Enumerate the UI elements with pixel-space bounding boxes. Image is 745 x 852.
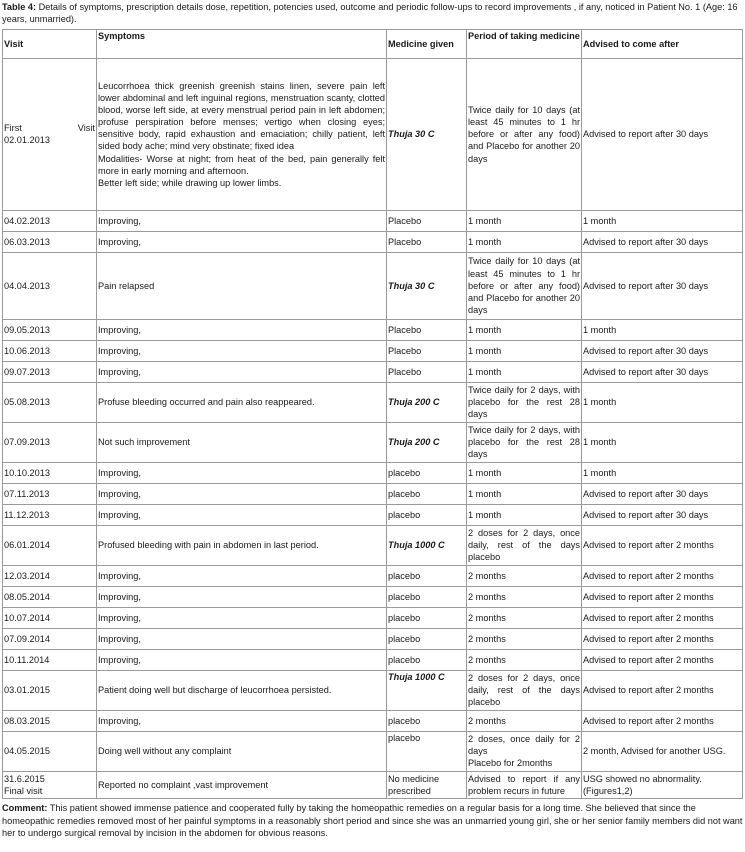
medicine-cell [387, 771, 467, 798]
advised-text: Advised to report after 2 months [583, 540, 714, 551]
advised-cell [582, 252, 743, 319]
medicine-text: Thuja 200 C [388, 397, 440, 408]
symptoms-text: Profused bleeding with pain in abdomen in last period. [98, 540, 319, 551]
period-cell [467, 771, 582, 798]
table-row [3, 607, 743, 628]
table-row [3, 670, 743, 710]
period-text: Twice daily for 10 days (at least 45 minutes to 1 hr before or after any food) and Placebo for another 20 days [468, 256, 580, 316]
period-text: Twice daily for 2 days, with placebo for the rest 28 days [468, 385, 580, 420]
advised-cell [582, 731, 743, 771]
medicine-text: placebo [388, 509, 421, 520]
medicine-text: No medicine prescribed [388, 773, 440, 796]
table-caption [2, 1, 743, 26]
symptoms-cell [97, 607, 387, 628]
symptoms-text: Improving, [98, 324, 141, 335]
visit-cell [3, 710, 97, 731]
visit-date: 10.10.2013 [4, 467, 50, 478]
symptoms-cell [97, 462, 387, 483]
visit-date: 06.01.2014 [4, 540, 50, 551]
medicine-cell [387, 670, 467, 710]
period-text: 1 month [468, 509, 502, 520]
table-row [3, 710, 743, 731]
symptoms-cell [97, 231, 387, 252]
medicine-text: Thuja 1000 C [388, 671, 445, 682]
visit-date: 09.05.2013 [4, 324, 50, 335]
period-text: Placebo for 2months [468, 758, 553, 769]
medicine-cell [387, 252, 467, 319]
symptoms-cell [97, 319, 387, 340]
medicine-text: Thuja 200 C [388, 437, 440, 448]
table-row [3, 58, 743, 210]
advised-cell [582, 710, 743, 731]
visit-date: 09.07.2013 [4, 366, 50, 377]
medicine-cell [387, 210, 467, 231]
period-text: Advised to report if any problem recurs in future [468, 773, 580, 796]
advised-text: Advised to report after 30 days [583, 236, 709, 247]
period-cell [467, 58, 582, 210]
medicine-text: Thuja 1000 C [388, 540, 445, 551]
visit-date: 03.01.2015 [4, 685, 50, 696]
visit-cell [3, 340, 97, 361]
advised-cell [582, 771, 743, 798]
symptoms-cell [97, 210, 387, 231]
advised-cell [582, 525, 743, 565]
advised-text: Advised to report after 2 months [583, 591, 714, 602]
visit-date: 11.12.2013 [4, 509, 50, 520]
period-text: 1 month [468, 324, 502, 335]
medicine-text: placebo [388, 732, 421, 743]
period-cell [467, 586, 582, 607]
period-cell [467, 252, 582, 319]
advised-cell [582, 586, 743, 607]
symptoms-text: Profuse bleeding occurred and pain also reappeared. [98, 397, 315, 408]
period-cell [467, 231, 582, 252]
comment-text: This patient showed immense patience and cooperated fully by taking the homeopathic remedies on a regular basis for a long time. She believed that since the homeopathic remedies removed most of her painful symptoms in a reasonably short period and since she was an unmarried young girl, she or her senior family members did not want her to undergo surgical removal by incision in the abdomen for obvious reasons. [2, 802, 743, 839]
comment-paragraph [2, 802, 743, 840]
period-text: 2 months [468, 654, 506, 665]
medicine-cell [387, 382, 467, 422]
header-period: Period of taking medicine [467, 29, 582, 58]
period-cell [467, 565, 582, 586]
symptoms-cell [97, 628, 387, 649]
table-header-row [3, 29, 743, 58]
medicine-text: Placebo [388, 345, 422, 356]
symptoms-text: Improving, [98, 366, 141, 377]
period-text: 2 months [468, 633, 506, 644]
medicine-text: Placebo [388, 236, 422, 247]
period-text: 2 doses for 2 days, once daily, rest of the days placebo [468, 673, 580, 708]
medicine-text: Placebo [388, 324, 422, 335]
advised-text: 1 month [583, 215, 617, 226]
symptoms-cell [97, 340, 387, 361]
table-row [3, 319, 743, 340]
visit-cell [3, 586, 97, 607]
advised-text: Advised to report after 2 months [583, 685, 714, 696]
symptoms-text: Improving, [98, 509, 141, 520]
medicine-text: placebo [388, 612, 421, 623]
period-text: 2 months [468, 715, 506, 726]
table-row [3, 525, 743, 565]
symptoms-text: Improving, [98, 215, 141, 226]
visit-date: 04.02.2013 [4, 215, 50, 226]
advised-text: Advised to report after 30 days [583, 129, 709, 140]
symptoms-text: Pain relapsed [98, 280, 155, 291]
medicine-cell [387, 340, 467, 361]
visit-cell [3, 731, 97, 771]
period-text: 2 doses for 2 days, once daily, rest of the days placebo [468, 528, 580, 563]
period-cell [467, 340, 582, 361]
symptoms-cell [97, 670, 387, 710]
visit-date: 07.09.2014 [4, 633, 50, 644]
symptoms-text: Improving, [98, 612, 141, 623]
medicine-text: Thuja 30 C [388, 129, 435, 140]
advised-cell [582, 504, 743, 525]
period-cell [467, 361, 582, 382]
visit-cell [3, 504, 97, 525]
advised-cell [582, 58, 743, 210]
caption-text: Details of symptoms, prescription details dose, repetition, potencies used, outcome and periodic follow-ups to record improvements , if any, noticed in Patient No. 1 (Age: 16 years, unmarried). [2, 2, 738, 25]
period-cell [467, 731, 582, 771]
visit-cell [3, 607, 97, 628]
medicine-text: placebo [388, 488, 421, 499]
medicine-text: placebo [388, 570, 421, 581]
advised-cell [582, 483, 743, 504]
visit-cell [3, 382, 97, 422]
table-row [3, 361, 743, 382]
medicine-text: Thuja 30 C [388, 280, 435, 291]
visit-date: 08.05.2014 [4, 591, 50, 602]
symptoms-cell [97, 731, 387, 771]
symptoms-text: Modalities- Worse at night; from heat of the bed, pain generally felt more in early morning and afternoon. [98, 153, 385, 176]
symptoms-cell [97, 771, 387, 798]
medicine-cell [387, 607, 467, 628]
period-text: 1 month [468, 366, 502, 377]
medicine-cell [387, 361, 467, 382]
advised-cell [582, 649, 743, 670]
symptoms-text: Improving, [98, 345, 141, 356]
symptoms-text: Improving, [98, 488, 141, 499]
visit-date: 08.03.2015 [4, 715, 50, 726]
visit-date: 04.05.2015 [4, 746, 50, 757]
symptoms-cell [97, 382, 387, 422]
symptoms-text: Improving, [98, 654, 141, 665]
period-cell [467, 525, 582, 565]
table-body [3, 58, 743, 798]
advised-text: Advised to report after 2 months [583, 654, 714, 665]
symptoms-cell [97, 483, 387, 504]
medicine-cell [387, 231, 467, 252]
symptoms-text: Improving, [98, 715, 141, 726]
header-medicine: Medicine given [387, 29, 467, 58]
medicine-cell [387, 319, 467, 340]
period-cell [467, 382, 582, 422]
period-cell [467, 462, 582, 483]
visit-date: 05.08.2013 [4, 397, 50, 408]
advised-cell [582, 361, 743, 382]
advised-text: Advised to report after 30 days [583, 488, 709, 499]
visit-word-visit: Visit [77, 123, 95, 134]
medicine-cell [387, 58, 467, 210]
advised-text: USG showed no abnormality. (Figures1,2) [583, 773, 702, 796]
period-cell [467, 504, 582, 525]
table-row [3, 628, 743, 649]
table-row [3, 252, 743, 319]
visit-cell [3, 565, 97, 586]
caption-label: Table 4: [2, 2, 37, 12]
symptoms-text: Doing well without any complaint [98, 746, 232, 757]
treatment-table [2, 29, 743, 799]
header-symptoms: Symptoms [97, 29, 387, 58]
period-text: 1 month [468, 345, 502, 356]
table-row [3, 382, 743, 422]
table-row [3, 771, 743, 798]
advised-text: Advised to report after 30 days [583, 345, 709, 356]
visit-cell [3, 361, 97, 382]
period-cell [467, 422, 582, 462]
advised-text: 1 month [583, 397, 617, 408]
visit-date: 10.11.2014 [4, 654, 50, 665]
period-cell [467, 710, 582, 731]
period-text: 1 month [468, 488, 502, 499]
symptoms-text: Improving, [98, 633, 141, 644]
header-visit: Visit [3, 29, 97, 58]
visit-label [4, 122, 95, 134]
advised-text: Advised to report after 2 months [583, 633, 714, 644]
table-row [3, 210, 743, 231]
advised-cell [582, 670, 743, 710]
medicine-text: placebo [388, 633, 421, 644]
advised-cell [582, 210, 743, 231]
symptoms-cell [97, 649, 387, 670]
visit-date: 10.06.2013 [4, 345, 50, 356]
period-cell [467, 670, 582, 710]
medicine-text: placebo [388, 715, 421, 726]
symptoms-cell [97, 565, 387, 586]
medicine-cell [387, 628, 467, 649]
medicine-cell [387, 710, 467, 731]
visit-cell [3, 58, 97, 210]
advised-cell [582, 422, 743, 462]
table-row [3, 483, 743, 504]
comment-label: Comment: [2, 802, 48, 813]
table-row [3, 565, 743, 586]
symptoms-cell [97, 525, 387, 565]
period-cell [467, 628, 582, 649]
symptoms-text: Patient doing well but discharge of leucorrhoea persisted. [98, 685, 332, 696]
symptoms-text: Improving, [98, 236, 141, 247]
symptoms-cell [97, 504, 387, 525]
visit-cell [3, 422, 97, 462]
visit-cell [3, 462, 97, 483]
visit-note: Final visit [4, 785, 43, 796]
advised-text: Advised to report after 30 days [583, 280, 709, 291]
period-text: 2 months [468, 612, 506, 623]
visit-cell [3, 210, 97, 231]
visit-cell [3, 649, 97, 670]
header-advised: Advised to come after [582, 29, 743, 58]
page [0, 1, 745, 840]
symptoms-cell [97, 422, 387, 462]
period-cell [467, 649, 582, 670]
advised-text: Advised to report after 2 months [583, 715, 714, 726]
advised-cell [582, 231, 743, 252]
advised-text: Advised to report after 2 months [583, 570, 714, 581]
visit-cell [3, 670, 97, 710]
visit-date: 31.6.2015 [4, 773, 45, 784]
advised-text: Advised to report after 2 months [583, 612, 714, 623]
medicine-text: placebo [388, 591, 421, 602]
visit-cell [3, 628, 97, 649]
symptoms-cell [97, 361, 387, 382]
symptoms-text: Not such improvement [98, 437, 190, 448]
advised-text: Advised to report after 30 days [583, 366, 709, 377]
symptoms-cell [97, 58, 387, 210]
advised-text: 2 month, Advised for another USG. [583, 746, 726, 757]
symptoms-text: Improving, [98, 570, 141, 581]
visit-date: 02.01.2013 [4, 135, 50, 146]
advised-cell [582, 565, 743, 586]
visit-date: 07.11.2013 [4, 488, 50, 499]
advised-cell [582, 340, 743, 361]
table-row [3, 649, 743, 670]
table-row [3, 504, 743, 525]
medicine-cell [387, 504, 467, 525]
medicine-cell [387, 422, 467, 462]
medicine-text: placebo [388, 467, 421, 478]
visit-cell [3, 231, 97, 252]
period-cell [467, 319, 582, 340]
symptoms-text: Reported no complaint ,vast improvement [98, 779, 269, 790]
period-text: Twice daily for 2 days, with placebo for the rest 28 days [468, 425, 580, 460]
advised-text: Advised to report after 30 days [583, 509, 709, 520]
symptoms-text: Improving, [98, 467, 141, 478]
visit-date: 12.03.2014 [4, 570, 50, 581]
advised-text: 1 month [583, 437, 617, 448]
advised-cell [582, 628, 743, 649]
table-row [3, 731, 743, 771]
symptoms-cell [97, 586, 387, 607]
advised-cell [582, 319, 743, 340]
visit-date: 07.09.2013 [4, 437, 50, 448]
medicine-cell [387, 525, 467, 565]
period-cell [467, 210, 582, 231]
medicine-text: Placebo [388, 366, 422, 377]
visit-cell [3, 319, 97, 340]
symptoms-text: Leucorrhoea thick greenish greenish stains linen, severe pain left lower abdominal and left inguinal regions, menstruation scanty, clotted blood, worse left side, at every menstrual period pain in left abdomen; profuse perspiration before menses; vertigo when closing eyes; sensitive body, rapid exhaustion and emaciation; chilly patient, left sided body ache; mind very obstinate; fixed idea [98, 80, 385, 152]
period-text: 2 months [468, 570, 506, 581]
medicine-cell [387, 565, 467, 586]
table-row [3, 340, 743, 361]
advised-text: 1 month [583, 324, 617, 335]
visit-cell [3, 525, 97, 565]
symptoms-text: Better left side; while drawing up lower limbs. [98, 177, 282, 188]
period-text: 1 month [468, 236, 502, 247]
medicine-text: Placebo [388, 215, 422, 226]
visit-cell [3, 252, 97, 319]
advised-cell [582, 462, 743, 483]
period-text: 1 month [468, 467, 502, 478]
visit-cell [3, 483, 97, 504]
table-row [3, 231, 743, 252]
table-row [3, 422, 743, 462]
medicine-cell [387, 649, 467, 670]
advised-cell [582, 607, 743, 628]
visit-word-first: First [4, 123, 22, 134]
visit-cell [3, 771, 97, 798]
symptoms-cell [97, 252, 387, 319]
advised-text: 1 month [583, 467, 617, 478]
visit-date: 06.03.2013 [4, 236, 50, 247]
medicine-cell [387, 586, 467, 607]
period-text: 2 doses, once daily for 2 days [468, 734, 580, 757]
visit-date: 10.07.2014 [4, 612, 50, 623]
period-cell [467, 483, 582, 504]
symptoms-text: Improving, [98, 591, 141, 602]
period-text: 2 months [468, 591, 506, 602]
medicine-cell [387, 483, 467, 504]
table-row [3, 462, 743, 483]
medicine-cell [387, 462, 467, 483]
table-row [3, 586, 743, 607]
advised-cell [582, 382, 743, 422]
period-text: Twice daily for 10 days (at least 45 minutes to 1 hr before or after any food) and Placebo for another 20 days [468, 104, 580, 164]
medicine-cell [387, 731, 467, 771]
period-text: 1 month [468, 215, 502, 226]
period-cell [467, 607, 582, 628]
symptoms-cell [97, 710, 387, 731]
visit-date: 04.04.2013 [4, 280, 50, 291]
medicine-text: placebo [388, 654, 421, 665]
